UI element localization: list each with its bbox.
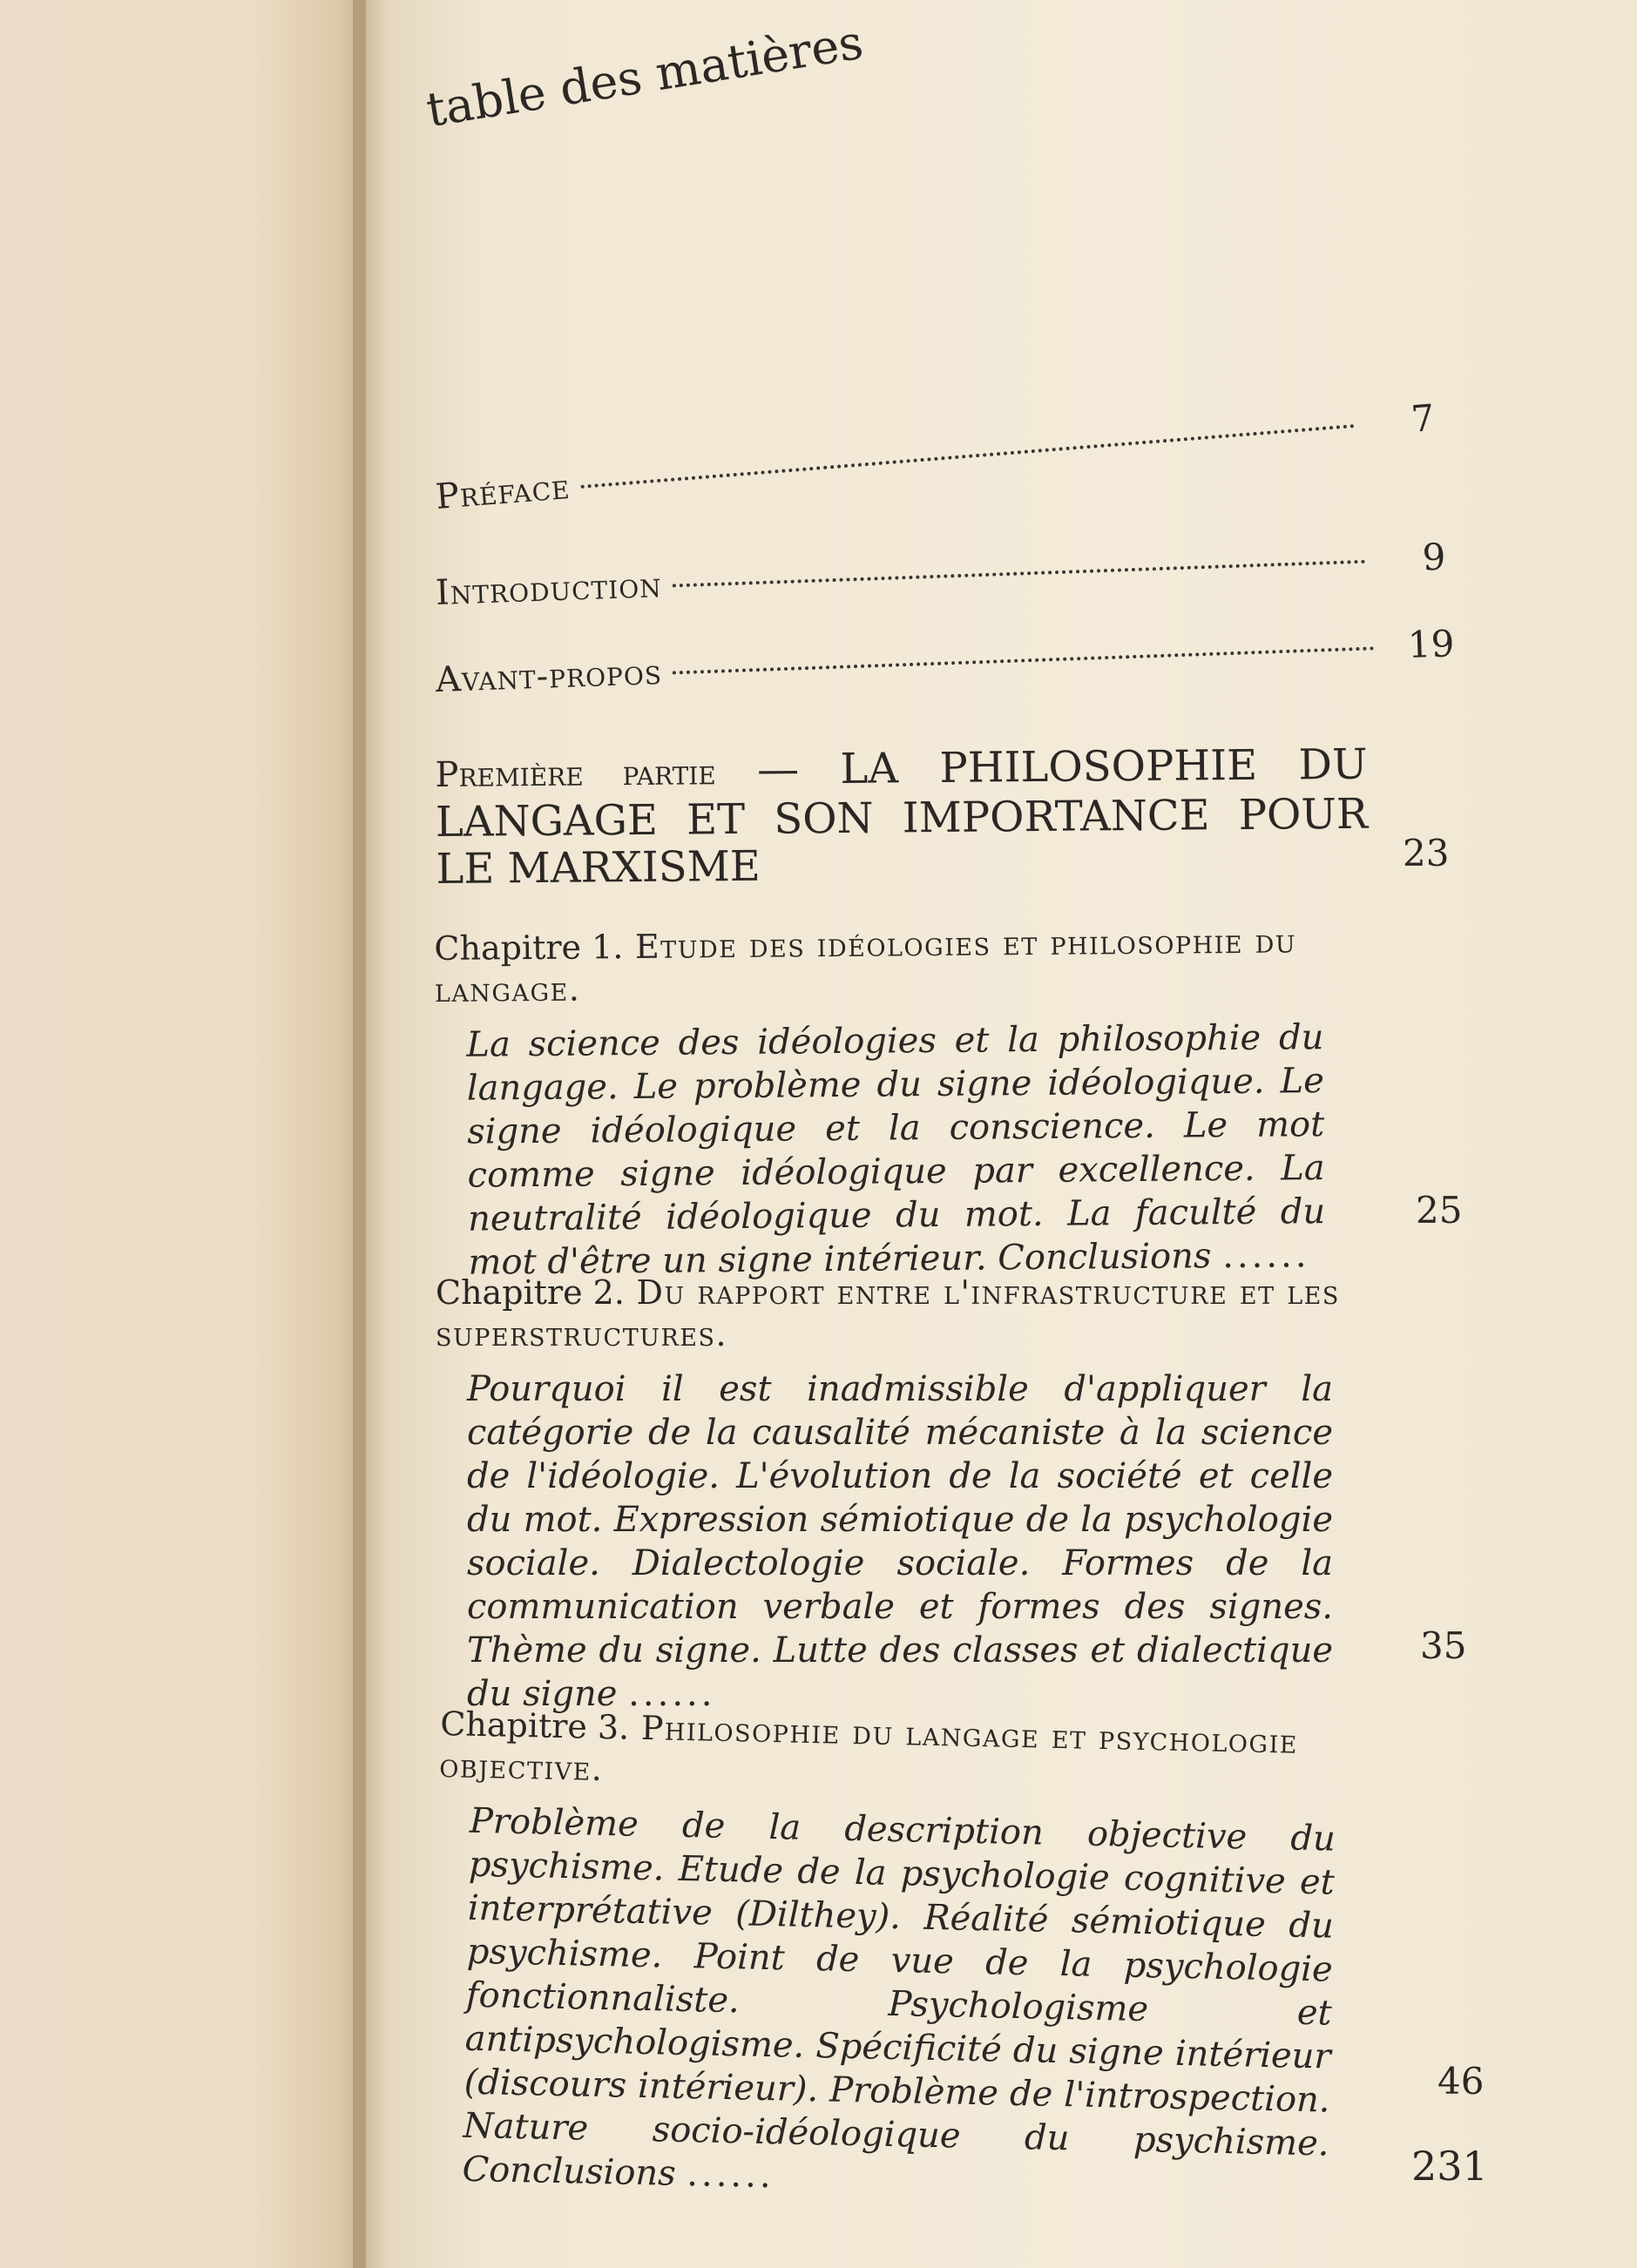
part-title: — LA PHILOSOPHIE DU LANGAGE ET SON IMPORTANCE POUR LE MARXISME: [435, 739, 1369, 894]
chapter-number: Chapitre 3.: [439, 1704, 630, 1747]
entry-page: 19: [1407, 622, 1456, 667]
chapter-summary: La science des idéologies et la philosophie du langage. Le problème du signe idéologique. Le signe idéologique et la conscience. Le mot comme signe idéologique par excellence. La neutralité idéologique du mot. La faculté du mot d'être un signe intérieur. Conclusions: [466, 1017, 1326, 1283]
toc-entry-chapter-2[interactable]: [436, 1272, 1385, 1716]
chapter-summary: Problème de la description objective du psychisme. Etude de la psychologie cognitive et interprétative (Dilthey). Réalité sémiotique du psychisme. Point de vue de la psychologie fonctionnaliste. Psychologisme et antipsychologisme. Spécificité du signe intérieur (discours intérieur). Problème de l'introspection. Nature socio-idéologique du psychisme. Conclusions: [462, 1800, 1336, 2194]
chapter-description: [467, 1367, 1385, 1716]
left-page: [0, 0, 366, 2268]
entry-page: 25: [1416, 1189, 1463, 1232]
chapter-description: [462, 1799, 1388, 2211]
book-gutter: [353, 0, 388, 2268]
entry-label: Avant-propos: [435, 651, 663, 700]
chapter-title: Etude des idéologies et philosophie du langage.: [434, 921, 1297, 1010]
leader-dots: ......: [628, 1674, 716, 1714]
chapter-title: Du rapport entre l'infrastructure et les superstructures.: [436, 1273, 1340, 1353]
chapter-title: Philosophie du langage et psychologie objective.: [438, 1708, 1299, 1788]
entry-page: 9: [1421, 535, 1447, 579]
toc-entry-part-one[interactable]: [435, 741, 1368, 893]
part-one-page: [1403, 832, 1490, 874]
leader-dots: [673, 560, 1366, 588]
chapter-3-page: [1437, 2060, 1525, 2103]
leader-dots: [673, 646, 1375, 674]
chapter-number: Chapitre 1.: [434, 928, 624, 969]
leader-dots: ......: [686, 2154, 775, 2197]
entry-page: 35: [1420, 1624, 1467, 1667]
part-prefix: Première partie: [435, 753, 716, 796]
leader-dots: ......: [1221, 1235, 1310, 1277]
entry-label: Préface: [434, 466, 572, 517]
entry-page: 23: [1403, 832, 1450, 874]
chapter-number: Chapitre 2.: [436, 1273, 625, 1312]
chapter-summary: Pourquoi il est inadmissible d'appliquer la catégorie de la causalité mécaniste à la science de l'idéologie. L'évolution de la société et celle du mot. Expression sémiotique de la psychologie sociale. Dialectologie sociale. Formes de la communication verbale et formes des signes. Thème du signe. Lutte des classes et dialectique du signe: [467, 1369, 1333, 1714]
page-number: 231: [1411, 2143, 1488, 2190]
chapter-heading: [436, 1272, 1385, 1355]
toc-entry-chapter-3[interactable]: [430, 1703, 1390, 2211]
toc-entry-chapter-1[interactable]: [434, 920, 1378, 1285]
toc-title: table des matières: [423, 14, 867, 138]
chapter-1-page: [1416, 1189, 1503, 1232]
chapter-2-page: [1420, 1624, 1507, 1667]
entry-page: 7: [1409, 395, 1437, 441]
entry-page: 46: [1437, 2060, 1485, 2103]
entry-label: Introduction: [435, 564, 663, 613]
chapter-heading: [434, 920, 1376, 1011]
chapter-description: [466, 1016, 1378, 1285]
